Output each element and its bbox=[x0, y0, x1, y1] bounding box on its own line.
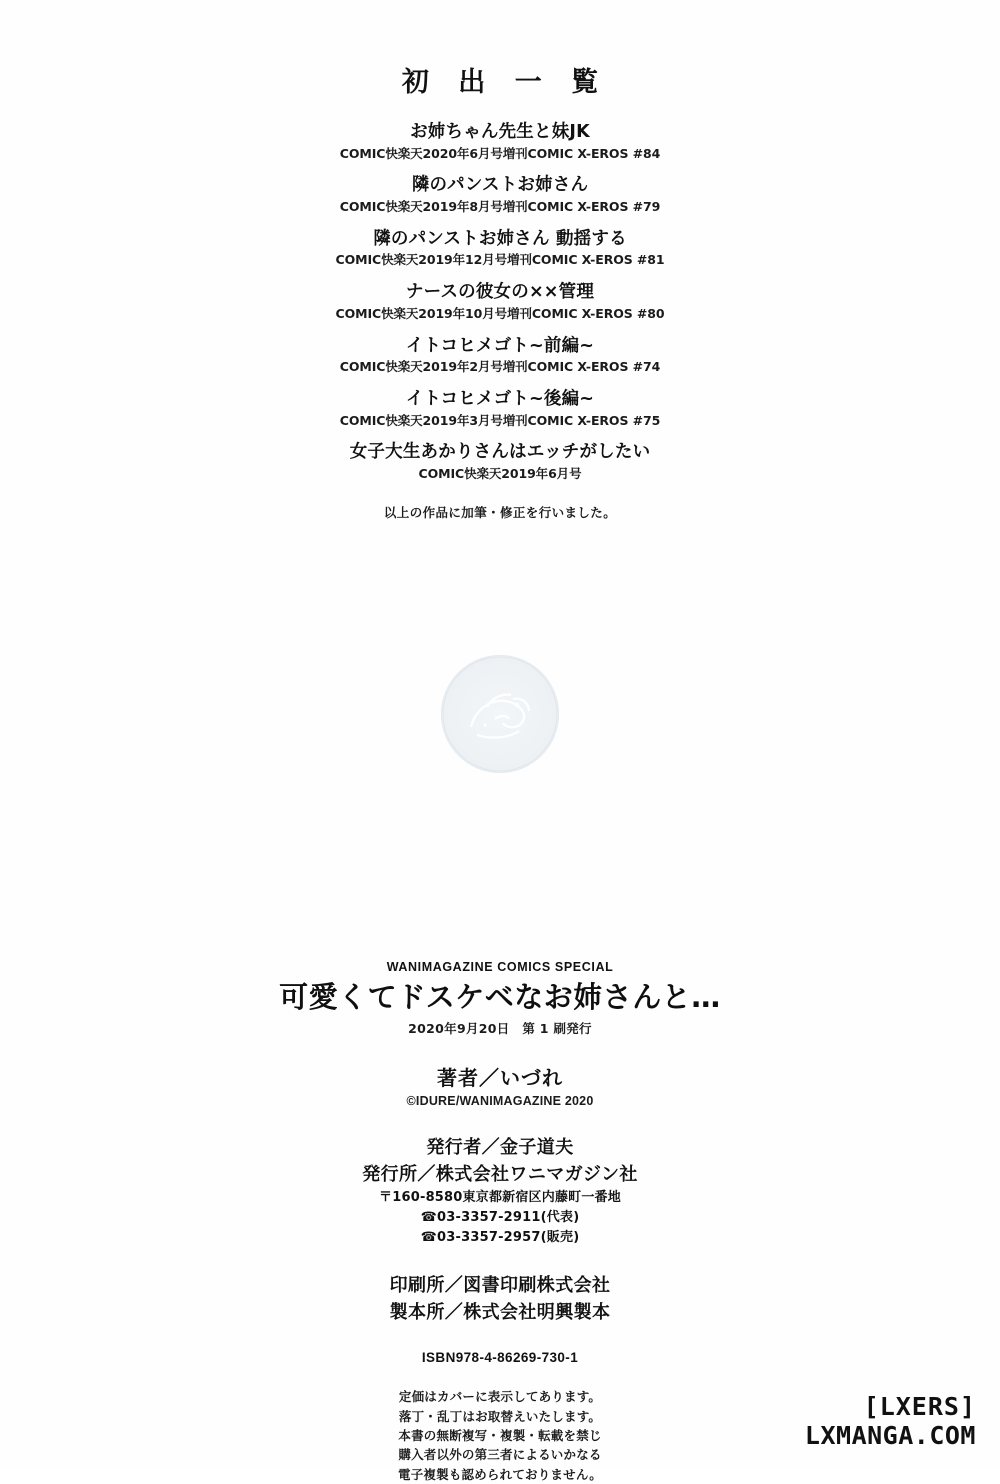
author-line: 著者／いづれ bbox=[437, 1065, 563, 1090]
legal-line: 電子複製も認められておりません。 bbox=[398, 1466, 602, 1482]
printing-block bbox=[0, 1272, 1000, 1326]
publication-entry bbox=[0, 388, 1000, 430]
publication-date: 2020年9月20日 第 1 刷発行 bbox=[408, 1020, 592, 1036]
book-title: 可愛くてドスケベなお姉さんと… bbox=[279, 980, 721, 1014]
binding-house: 製本所／株式会社明興製本 bbox=[389, 1302, 611, 1324]
wanimagazine-logo-icon bbox=[441, 655, 559, 773]
entry-title: 隣のパンストお姉さん 動揺する bbox=[373, 228, 627, 249]
legal-line: 落丁・乱丁はお取替えいたします。 bbox=[398, 1408, 602, 1424]
publication-entry bbox=[0, 335, 1000, 377]
series-label: WANIMAGAZINE COMICS SPECIAL bbox=[386, 960, 614, 974]
publication-entry bbox=[0, 281, 1000, 323]
legal-line: 定価はカバーに表示してあります。 bbox=[398, 1389, 602, 1405]
section-title: 初 出 一 覧 bbox=[401, 67, 609, 98]
entry-source: COMIC快楽天2019年2月号増刊COMIC X-EROS #74 bbox=[339, 359, 661, 375]
entry-source: COMIC快楽天2019年6月号 bbox=[418, 465, 582, 481]
publication-entry bbox=[0, 121, 1000, 163]
entry-title: お姉ちゃん先生と妹JK bbox=[410, 122, 590, 142]
entry-source: COMIC快楽天2019年8月号増刊COMIC X-EROS #79 bbox=[339, 199, 661, 214]
legal-line: 購入者以外の第三者によるいかなる bbox=[398, 1447, 602, 1463]
revision-note: 以上の作品に加筆・修正を行いました。 bbox=[383, 504, 617, 520]
publisher-block bbox=[0, 1134, 1000, 1248]
entry-title: 隣のパンストお姉さん bbox=[411, 175, 589, 196]
entry-source: COMIC快楽天2020年6月号増刊COMIC X-EROS #84 bbox=[339, 145, 661, 161]
watermark-group-tag: [LXERS] bbox=[863, 1392, 976, 1421]
publisher-phone-main: ☎03-3357-2911(代表) bbox=[420, 1209, 580, 1225]
copyright-line: ©IDURE/WANIMAGAZINE 2020 bbox=[406, 1093, 594, 1108]
publication-entry bbox=[0, 174, 1000, 216]
first-publication-section bbox=[0, 60, 1000, 521]
publisher-person: 発行者／金子道夫 bbox=[426, 1136, 574, 1158]
legal-line: 本書の無断複写・複製・転載を禁じ bbox=[398, 1427, 602, 1443]
entry-source: COMIC快楽天2019年12月号増刊COMIC X-EROS #81 bbox=[335, 252, 665, 268]
isbn-number: ISBN978-4-86269-730-1 bbox=[421, 1350, 579, 1366]
entry-source: COMIC快楽天2019年3月号増刊COMIC X-EROS #75 bbox=[339, 412, 661, 428]
entry-title: イトコヒメゴト~後編~ bbox=[405, 388, 595, 409]
publisher-company: 発行所／株式会社ワニマガジン社 bbox=[362, 1163, 638, 1185]
site-watermark bbox=[805, 1394, 976, 1448]
watermark-site-url: LXMANGA.COM bbox=[804, 1421, 976, 1450]
publisher-logo-container bbox=[0, 655, 1000, 773]
publication-entry bbox=[0, 228, 1000, 270]
printing-house: 印刷所／図書印刷株式会社 bbox=[389, 1275, 611, 1297]
publisher-address: 〒160-8580東京都新宿区内藤町一番地 bbox=[379, 1189, 621, 1205]
entry-source: COMIC快楽天2019年10月号増刊COMIC X-EROS #80 bbox=[335, 305, 665, 321]
publisher-phone-sales: ☎03-3357-2957(販売) bbox=[420, 1230, 580, 1246]
entry-title: イトコヒメゴト~前編~ bbox=[405, 335, 595, 356]
entry-title: 女子大生あかりさんはエッチがしたい bbox=[349, 442, 651, 463]
publication-entry bbox=[0, 441, 1000, 483]
entry-title: ナースの彼女の××管理 bbox=[405, 282, 595, 303]
